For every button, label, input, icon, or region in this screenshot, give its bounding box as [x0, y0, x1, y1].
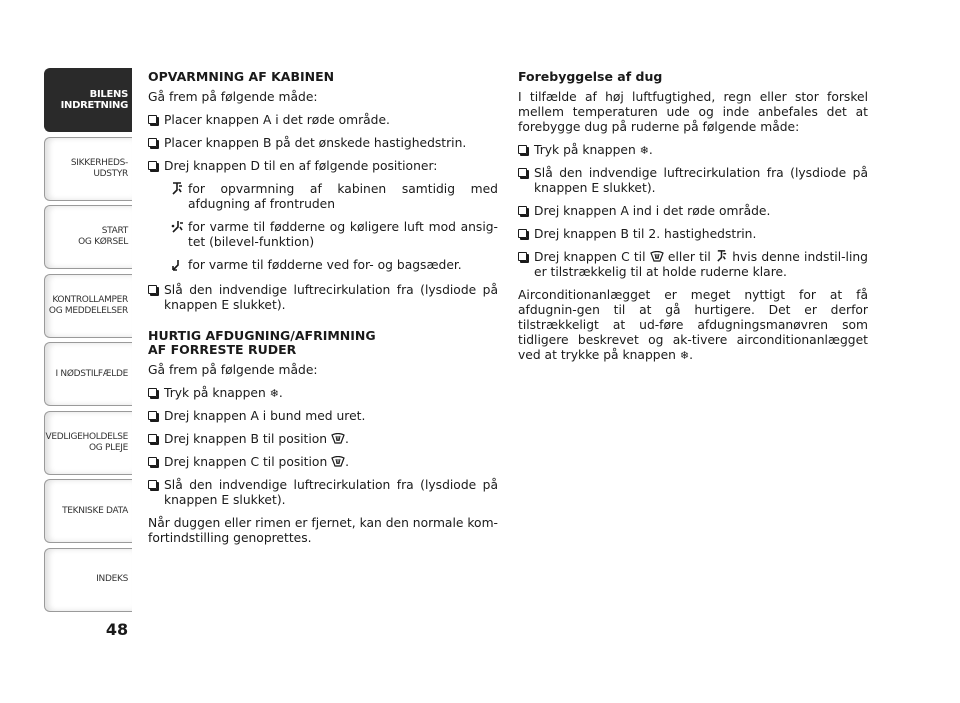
position-item [170, 258, 498, 275]
air-feet-icon [170, 258, 188, 275]
checkbox-bullet-icon [518, 168, 527, 177]
list-item-text: Drej knappen B til 2. hastighedstrin. [534, 227, 757, 241]
list-item [518, 227, 868, 242]
list-item-text: Drej knappen C til position . [164, 455, 350, 469]
tab-vedligeholdelse[interactable]: VEDLIGEHOLDELSE OG PLEJE [44, 411, 132, 475]
list-item [148, 455, 498, 470]
checkbox-bullet-icon [148, 138, 157, 147]
list-item-text: Drej knappen B til position . [164, 432, 349, 446]
section-heading-afdugning: HURTIG AFDUGNING/AFRIMNING AF FORRESTE RUDER [148, 328, 376, 357]
right-column [518, 70, 868, 371]
checkbox-bullet-icon [148, 115, 157, 124]
list-item [518, 250, 868, 280]
list-item [148, 386, 498, 401]
sidebar-tabs [44, 68, 132, 616]
list-item-text: Drej knappen C til eller til hvis denne indstil-ling er tilstrækkelig til at holde ruderne klare. [534, 250, 868, 279]
checkbox-bullet-icon [518, 145, 527, 154]
section-heading-forebyggelse: Forebyggelse af dug [518, 69, 663, 84]
list-item [148, 478, 498, 508]
checkbox-bullet-icon [148, 161, 157, 170]
tab-nodstilfaelde[interactable]: I NØDSTILFÆLDE [44, 342, 132, 406]
tab-start-og-korsel[interactable]: START OG KØRSEL [44, 205, 132, 269]
list-item-text: Drej knappen A i bund med uret. [164, 409, 366, 423]
outro-text: Airconditionanlægget er meget nyttigt for at få afdugnin-gen til at gå hurtigere. Det er derfor tilstrækkeligt at ud-føre afdugningsmanøvren som tidligere beskrevet og ak-tivere airconditionanlægget ved at trykke på knappen ❄. [518, 288, 868, 362]
list-item-text: Placer knappen B på det ønskede hastighedstrin. [164, 136, 467, 150]
list-item [148, 159, 498, 174]
tab-sikkerhedsudstyr[interactable]: SIKKERHEDS- UDSTYR [44, 137, 132, 201]
tab-tekniske-data[interactable]: TEKNISKE DATA [44, 479, 132, 543]
list-item [518, 204, 868, 219]
list-item-text: Placer knappen A i det røde område. [164, 113, 390, 127]
checkbox-bullet-icon [148, 285, 157, 294]
checkbox-bullet-icon [518, 252, 527, 261]
page-number: 48 [105, 620, 129, 639]
list-item [148, 113, 498, 128]
checkbox-bullet-icon [518, 229, 527, 238]
air-windscreen-feet-icon [715, 250, 728, 262]
checkbox-bullet-icon [148, 388, 157, 397]
tab-bilens-indretning[interactable]: BILENS INDRETNING [44, 68, 132, 132]
position-text: for varme til fødderne ved for- og bagsæder. [188, 258, 462, 272]
snowflake-icon: ❄ [639, 144, 649, 157]
position-item [170, 182, 498, 212]
defrost-icon [650, 251, 664, 262]
list-item-text: Slå den indvendige luftrecirkulation fra (lysdiode på knappen E slukket). [164, 283, 498, 312]
list-item-text: Drej knappen A ind i det røde område. [534, 204, 771, 218]
checkbox-bullet-icon [148, 480, 157, 489]
list-item [148, 432, 498, 447]
list-item [518, 166, 868, 196]
list-item [148, 136, 498, 151]
tab-indeks[interactable]: INDEKS [44, 548, 132, 612]
list-item-text: Tryk på knappen ❄. [534, 143, 653, 157]
checkbox-bullet-icon [148, 411, 157, 420]
list-item [148, 283, 498, 313]
air-windscreen-feet-icon [170, 182, 188, 212]
outro-text: Når duggen eller rimen er fjernet, kan den normale kom-fortindstilling genoprettes. [148, 516, 498, 545]
defrost-icon [331, 433, 345, 444]
position-item [170, 220, 498, 250]
defrost-icon [331, 456, 345, 467]
checkbox-bullet-icon [518, 206, 527, 215]
intro-text: Gå frem på følgende måde: [148, 363, 318, 377]
list-item [518, 143, 868, 158]
snowflake-icon: ❄ [269, 387, 279, 400]
list-item-text: Slå den indvendige luftrecirkulation fra (lysdiode på knappen E slukket). [164, 478, 498, 507]
position-text: for opvarmning af kabinen samtidig med afdugning af frontruden [188, 182, 498, 211]
intro-text: I tilfælde af høj luftfugtighed, regn eller stor forskel mellem temperaturen ude og inde anbefales det at forebygge dug på ruderne på følgende måde: [518, 90, 868, 134]
intro-text: Gå frem på følgende måde: [148, 90, 318, 104]
list-item-text: Slå den indvendige luftrecirkulation fra (lysdiode på knappen E slukket). [534, 166, 868, 195]
tab-kontrollamper[interactable]: KONTROLLAMPER OG MEDDELELSER [44, 274, 132, 338]
list-item-text: Tryk på knappen ❄. [164, 386, 283, 400]
section-heading-opvarmning: OPVARMNING AF KABINEN [148, 69, 335, 84]
position-text: for varme til fødderne og køligere luft mod ansig-tet (bilevel-funktion) [188, 220, 498, 249]
air-face-feet-icon [170, 220, 188, 250]
list-item-text: Drej knappen D til en af følgende positioner: [164, 159, 438, 173]
snowflake-icon: ❄ [679, 349, 690, 362]
list-item [148, 409, 498, 424]
left-column [148, 70, 498, 554]
checkbox-bullet-icon [148, 457, 157, 466]
checkbox-bullet-icon [148, 434, 157, 443]
